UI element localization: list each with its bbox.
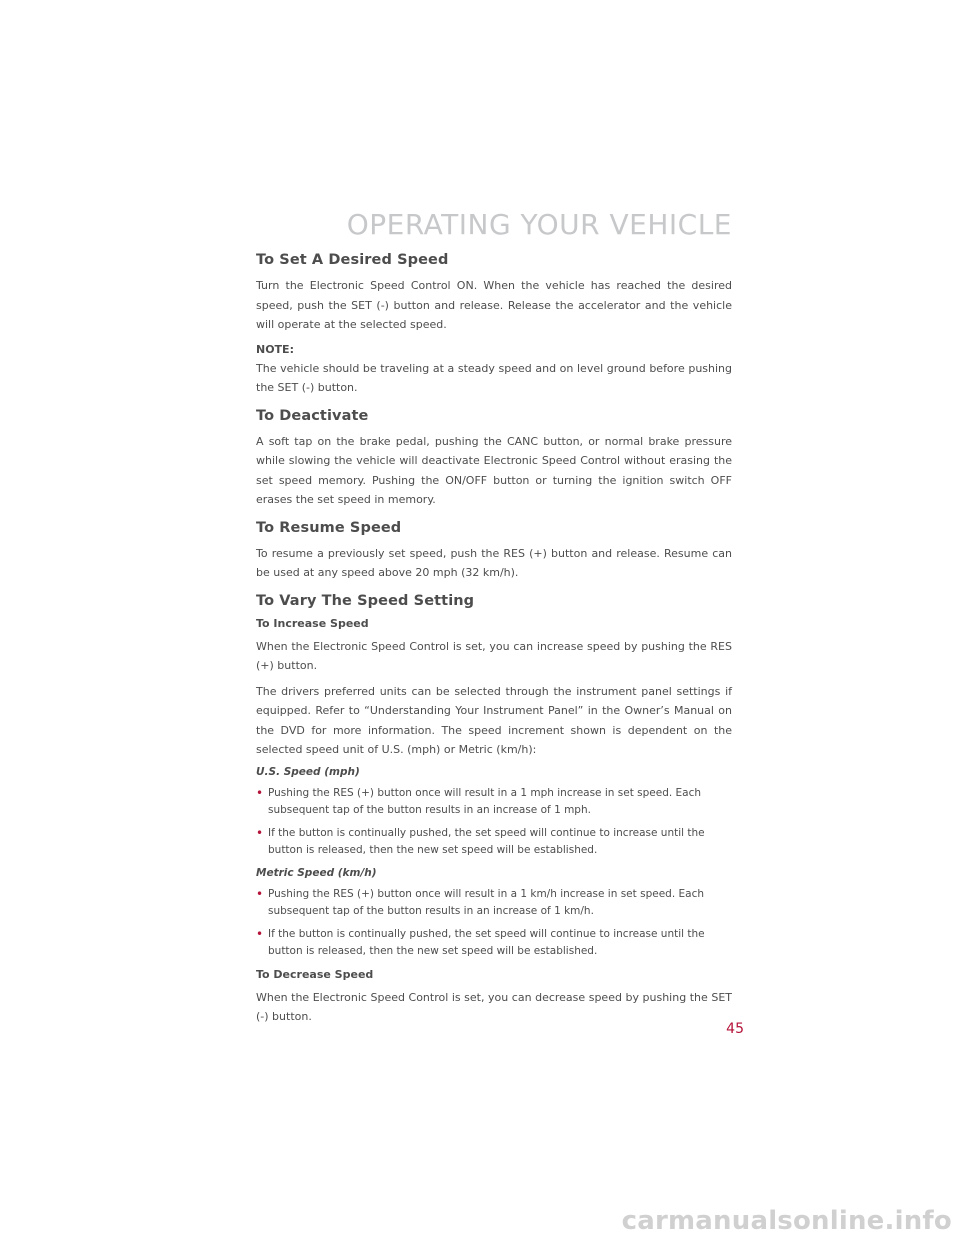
section-resume [256, 520, 732, 583]
list-item [256, 785, 732, 819]
heading-vary-speed: To Vary The Speed Setting [256, 592, 475, 609]
metric-speed-list [256, 886, 732, 960]
heading-deactivate: To Deactivate [256, 407, 369, 424]
list-item [256, 886, 732, 920]
note-label: NOTE: [256, 342, 294, 356]
section-header: OPERATING YOUR VEHICLE [346, 208, 732, 241]
list-item-text: Pushing the RES (+) button once will result in a 1 mph increase in set speed. Each subsequent tap of the button results in an increase of 1 mph. [268, 786, 702, 816]
subheading-metric-speed: Metric Speed (km/h) [256, 866, 377, 879]
bullet-icon: • [256, 825, 264, 840]
note-body: The vehicle should be traveling at a steady speed and on level ground before pushing the SET (-) button. [256, 361, 732, 394]
paragraph-resume: To resume a previously set speed, push the RES (+) button and release. Resume can be used at any speed above 20 mph (32 km/h). [256, 546, 732, 579]
page-content [256, 252, 732, 1037]
section-set-speed [256, 252, 732, 398]
bullet-icon: • [256, 785, 264, 800]
subheading-us-speed: U.S. Speed (mph) [256, 765, 360, 778]
paragraph-units: The drivers preferred units can be selected through the instrument panel settings if equipped. Refer to “Understanding Your Instrument Panel” in the Owner’s Manual on the DVD for more information. The speed increment shown is dependent on the selected speed unit of U.S. (mph) or Metric (km/h): [256, 684, 732, 756]
heading-resume: To Resume Speed [256, 519, 402, 536]
watermark: carmanualsonline.info [621, 1206, 952, 1236]
paragraph-increase-speed: When the Electronic Speed Control is set, you can increase speed by pushing the RES (+) button. [256, 639, 732, 672]
list-item [256, 825, 732, 859]
bullet-icon: • [256, 926, 264, 941]
paragraph-decrease-speed: When the Electronic Speed Control is set, you can decrease speed by pushing the SET (-) button. [256, 990, 732, 1023]
paragraph-deactivate: A soft tap on the brake pedal, pushing the CANC button, or normal brake pressure while slowing the vehicle will deactivate Electronic Speed Control without erasing the set speed memory. Pushing the ON/OFF button or turning the ignition switch OFF erases the set speed in memory. [256, 434, 732, 506]
list-item-text: Pushing the RES (+) button once will result in a 1 km/h increase in set speed. Each subsequent tap of the button results in an increase of 1 km/h. [268, 887, 704, 917]
section-deactivate [256, 408, 732, 510]
us-speed-list [256, 785, 732, 859]
subheading-decrease-speed: To Decrease Speed [256, 967, 374, 981]
subheading-increase-speed: To Increase Speed [256, 616, 369, 630]
page-number: 45 [726, 1021, 744, 1037]
heading-set-speed: To Set A Desired Speed [256, 252, 449, 268]
list-item [256, 926, 732, 960]
list-item-text: If the button is continually pushed, the set speed will continue to increase until the button is released, then the new set speed will be established. [268, 826, 705, 856]
paragraph-set-speed: Turn the Electronic Speed Control ON. When the vehicle has reached the desired speed, push the SET (-) button and release. Release the accelerator and the vehicle will operate at the selected speed. [256, 279, 732, 331]
section-vary-speed [256, 593, 732, 1027]
bullet-icon: • [256, 886, 264, 901]
list-item-text: If the button is continually pushed, the set speed will continue to increase until the button is released, then the new set speed will be established. [268, 927, 705, 957]
